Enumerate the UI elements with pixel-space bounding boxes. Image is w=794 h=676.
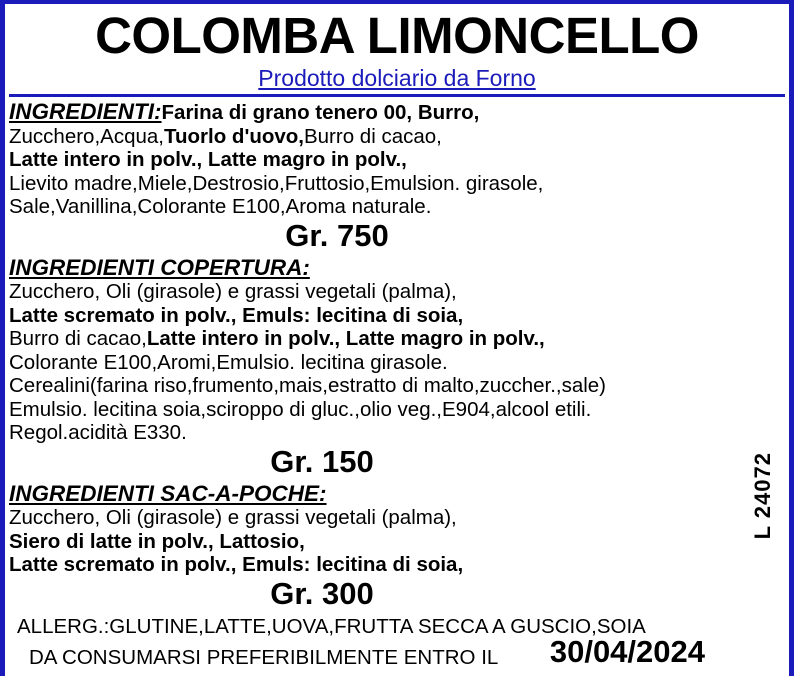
sacapoche-weight: Gr. 300 [270,575,374,611]
product-title: COLOMBA LIMONCELLO [95,7,699,64]
lot-number: L 24072 [750,452,775,540]
ingredienti-heading-row [9,99,785,125]
sacapoche-line-1 [9,530,785,554]
frame-border-left [0,0,5,676]
expiry-row [9,633,785,674]
ingredienti-heading: INGREDIENTI: [9,99,162,124]
sacapoche-heading: INGREDIENTI SAC-A-POCHE: [9,480,327,506]
product-subtitle: Prodotto dolciario da Forno [258,65,536,91]
copertura-line-2 [9,327,785,351]
section-copertura [9,255,785,479]
copertura-heading-row [9,255,785,281]
frame-border-right [789,0,794,676]
copertura-line-2-bold: Latte intero in polv., Latte magro in polv., [146,327,545,350]
allergeni-text: ALLERG.:GLUTINE,LATTE,UOVA,FRUTTA SECCA A GUSCIO,SOIA [17,614,646,638]
ingredienti-line-1-normal2: Burro di cacao, [303,124,442,148]
sacapoche-line-0: Zucchero, Oli (girasole) e grassi vegetali (palma), [9,506,457,529]
copertura-line-2-normal: Burro di cacao, [9,327,147,350]
copertura-line-0: Zucchero, Oli (girasole) e grassi vegetali (palma), [9,280,457,303]
expiry-date: 30/04/2024 [549,633,705,669]
sacapoche-line-1-bold: Siero di latte in polv., Lattosio, [9,529,305,553]
copertura-line-1-bold: Latte scremato in polv., Emuls: lecitina di soia, [9,303,464,327]
ingredienti-line-3: Lievito madre,Miele,Destrosio,Fruttosio,Emulsion. girasole, [9,171,544,195]
copertura-line-4: Cerealini(farina riso,frumento,mais,estratto di malto,zuccher.,sale) [9,374,607,397]
section-sacapoche [9,481,785,611]
ingredienti-line-1-normal: Zucchero,Acqua, [9,124,164,148]
sacapoche-line-2 [9,553,785,577]
label-content [9,6,785,674]
copertura-line-5: Emulsio. lecitina soia,sciroppo di gluc.,olio veg.,E904,alcool etili. [9,397,592,421]
ingredienti-line-4: Sale,Vanillina,Colorante E100,Aroma naturale. [9,195,432,218]
divider-rule [9,94,785,97]
sacapoche-line-2-bold: Latte scremato in polv., Emuls: lecitina di soia, [9,553,464,576]
ingredienti-line-1 [9,125,785,149]
copertura-line-1 [9,304,785,328]
copertura-line-6: Regol.acidità E330. [9,421,187,444]
ingredienti-line-2 [9,148,785,172]
sacapoche-heading-row [9,481,785,507]
copertura-heading: INGREDIENTI COPERTURA: [9,254,310,280]
ingredienti-line-2-bold: Latte intero in polv., Latte magro in polv., [9,148,407,171]
ingredienti-line-0-bold: Farina di grano tenero 00, Burro, [161,101,480,124]
copertura-weight: Gr. 150 [270,443,374,479]
section-ingredienti [9,99,785,253]
consumarsi-label: DA CONSUMARSI PREFERIBILMENTE ENTRO IL [29,645,499,669]
frame-border-top [0,0,794,4]
ingredienti-line-1-bold: Tuorlo d'uovo, [163,124,304,148]
copertura-line-3: Colorante E100,Aromi,Emulsio. lecitina girasole. [9,350,448,374]
ingredienti-weight: Gr. 750 [285,217,389,253]
